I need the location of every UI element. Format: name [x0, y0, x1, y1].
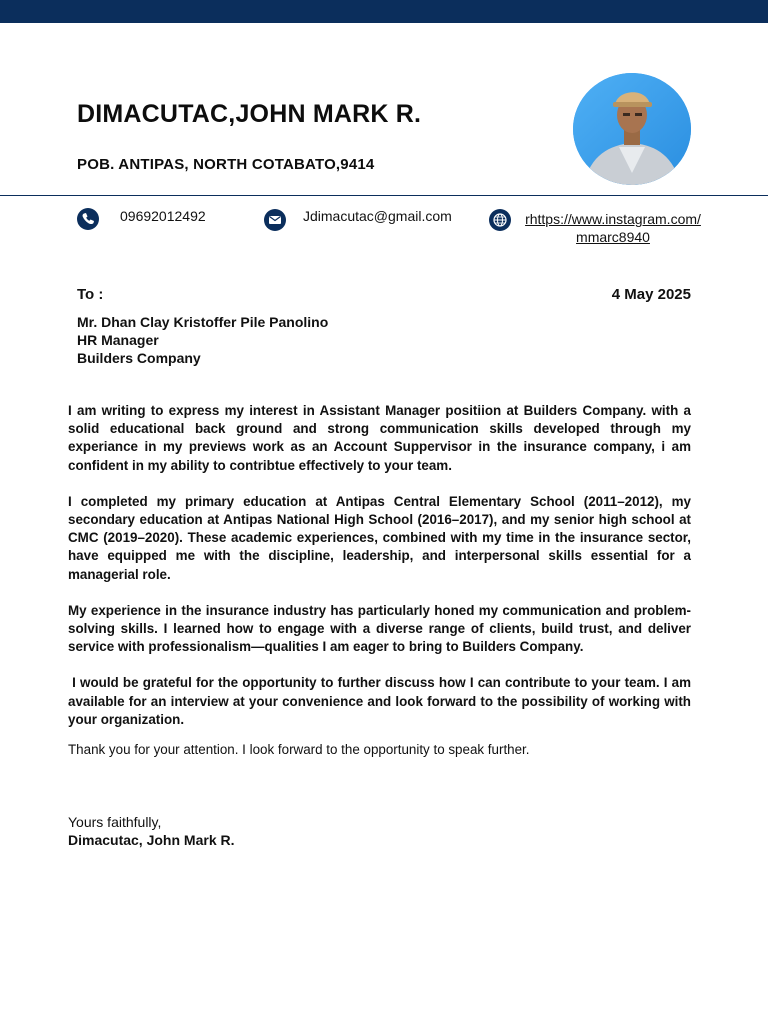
applicant-address: POB. ANTIPAS, NORTH COTABATO,9414 — [77, 156, 375, 173]
profile-photo — [573, 73, 691, 185]
recipient-block — [77, 313, 328, 367]
closing-block — [68, 813, 235, 849]
globe-icon — [489, 209, 511, 231]
email-icon — [264, 209, 286, 231]
phone-number: 09692012492 — [120, 208, 206, 224]
recipient-name: Mr. Dhan Clay Kristoffer Pile Panolino — [77, 314, 329, 330]
applicant-name: DIMACUTAC,JOHN MARK R. — [77, 100, 422, 128]
signature-name: Dimacutac, John Mark R. — [68, 832, 235, 848]
email-address[interactable]: Jdimacutac@gmail.com — [303, 208, 452, 224]
body-paragraph-experience: My experience in the insurance industry has particularly honed my communication and problem-solving skills. I learned how to engage with a diverse range of clients, build trust, and deliver service with professionalism—qualities I am eager to bring to Builders Company. — [68, 602, 691, 655]
to-label: To : — [77, 286, 104, 303]
instagram-link[interactable] — [518, 210, 708, 246]
body-paragraph-thanks: Thank you for your attention. I look forward to the opportunity to speak further. — [68, 742, 530, 758]
top-accent-bar — [0, 0, 768, 23]
instagram-link-line1: rhttps://www.instagram.com/ — [525, 211, 701, 227]
instagram-link-line2: mmarc8940 — [576, 229, 650, 245]
closing-salutation: Yours faithfully, — [68, 814, 162, 830]
phone-icon — [77, 208, 99, 230]
body-paragraph-interview: I would be grateful for the opportunity to further discuss how I can contribute to your team. I am available for an interview at your convenience and look forward to the possibility of working with your organization. — [68, 675, 695, 727]
body-paragraph-education: I completed my primary education at Antipas Central Elementary School (2011–2012), my secondary education at Antipas National High School (2016–2017), and my senior high school at CMC (2019–2020). These academic experiences, combined with my time in the insurance sector, have equipped me with the discipline, leadership, and interpersonal skills essential for a managerial role. — [68, 493, 691, 582]
body-paragraph-intro: I am writing to express my interest in Assistant Manager positiion at Builders Company. with a solid educational back ground and strong communication skills developed through my experiance in my previews work as an Account Suppervisor in the insurance company, i am confident in my ability to contribtue effectively to your team. — [68, 403, 691, 473]
recipient-company: Builders Company — [77, 350, 201, 366]
letter-date: 4 May 2025 — [611, 286, 691, 303]
header-divider — [0, 195, 768, 196]
recipient-title: HR Manager — [77, 332, 159, 348]
letter-body — [68, 402, 695, 777]
